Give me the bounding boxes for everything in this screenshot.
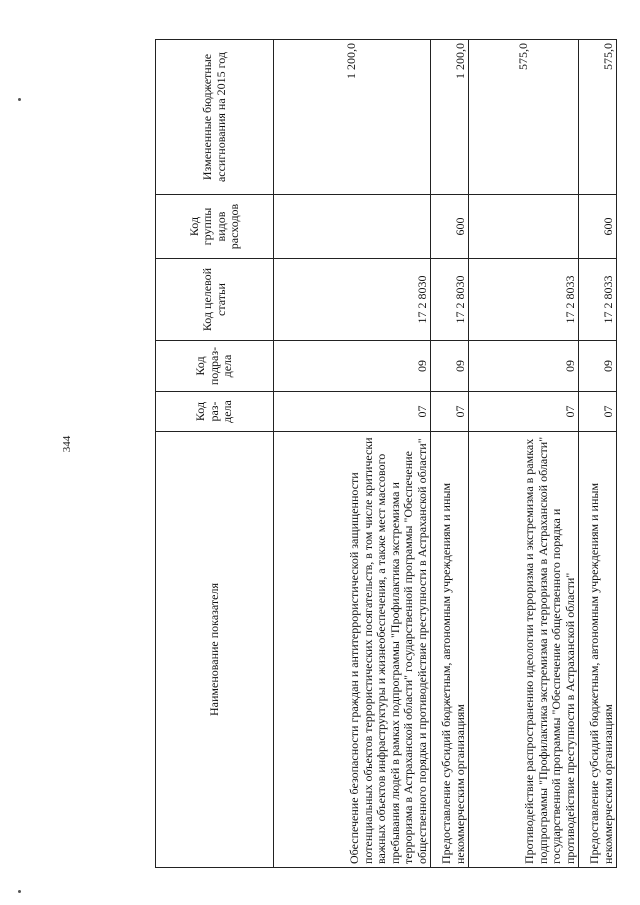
row-podrazdel: 09 [274,341,431,392]
scan-artifact [18,98,21,101]
row-name: Обеспечение безопасности граждан и антитеррористической защищенности потенциальных объектов террористических посягательств, в том числе критически важных объектов инфраструктуры и жизнеобеспечения, а также мест массового пребывания людей в рамках подпрограммы "Профилактика экстремизма и терроризма в Астраханской области" государственной программы "Обеспечение общественного порядка и противодействие преступности в Астраханской области" [274,432,431,868]
row-podrazdel: 09 [431,341,469,392]
row-summa: 1 200,0 [274,40,431,195]
row-summa: 1 200,0 [431,40,469,195]
rotated-table-container [155,40,615,868]
row-gruppa: 600 [431,195,469,259]
budget-table [155,39,617,868]
row-name: Предоставление субсидий бюджетным, автономным учреждениям и иным некоммерческим организациям [579,432,617,868]
row-podrazdel: 09 [579,341,617,392]
row-razdel: 07 [579,392,617,432]
header-gruppa: Код группы видов расходов [156,195,274,259]
row-celevaya: 17 2 8033 [469,259,579,341]
row-summa: 575,0 [469,40,579,195]
row-gruppa [274,195,431,259]
row-name: Противодействие распространению идеологии терроризма и экстремизма в рамках подпрограммы "Профилактика экстремизма и терроризма в Астраханской области" государственной программы "Обеспечение общественного порядка и противодействие преступности в Астраханской области" [469,432,579,868]
page-number: 344 [61,435,73,453]
table-header-row [156,40,274,868]
header-name: Наименование показателя [156,432,274,868]
row-razdel: 07 [431,392,469,432]
row-razdel: 07 [274,392,431,432]
header-celevaya: Код целевой статьи [156,259,274,341]
header-podrazdel: Код подраз- дела [156,341,274,392]
row-razdel: 07 [469,392,579,432]
table-row [431,40,469,868]
header-summa: Измененные бюджетные ассигнования на 2015 год [156,40,274,195]
row-celevaya: 17 2 8030 [274,259,431,341]
table-row [579,40,617,868]
row-podrazdel: 09 [469,341,579,392]
table-row [469,40,579,868]
row-summa: 575,0 [579,40,617,195]
header-razdel: Код раз- дела [156,392,274,432]
row-celevaya: 17 2 8030 [431,259,469,341]
scan-artifact [18,890,21,893]
row-celevaya: 17 2 8033 [579,259,617,341]
row-name: Предоставление субсидий бюджетным, автономным учреждениям и иным некоммерческим организациям [431,432,469,868]
row-gruppa [469,195,579,259]
table-row [274,40,431,868]
row-gruppa: 600 [579,195,617,259]
